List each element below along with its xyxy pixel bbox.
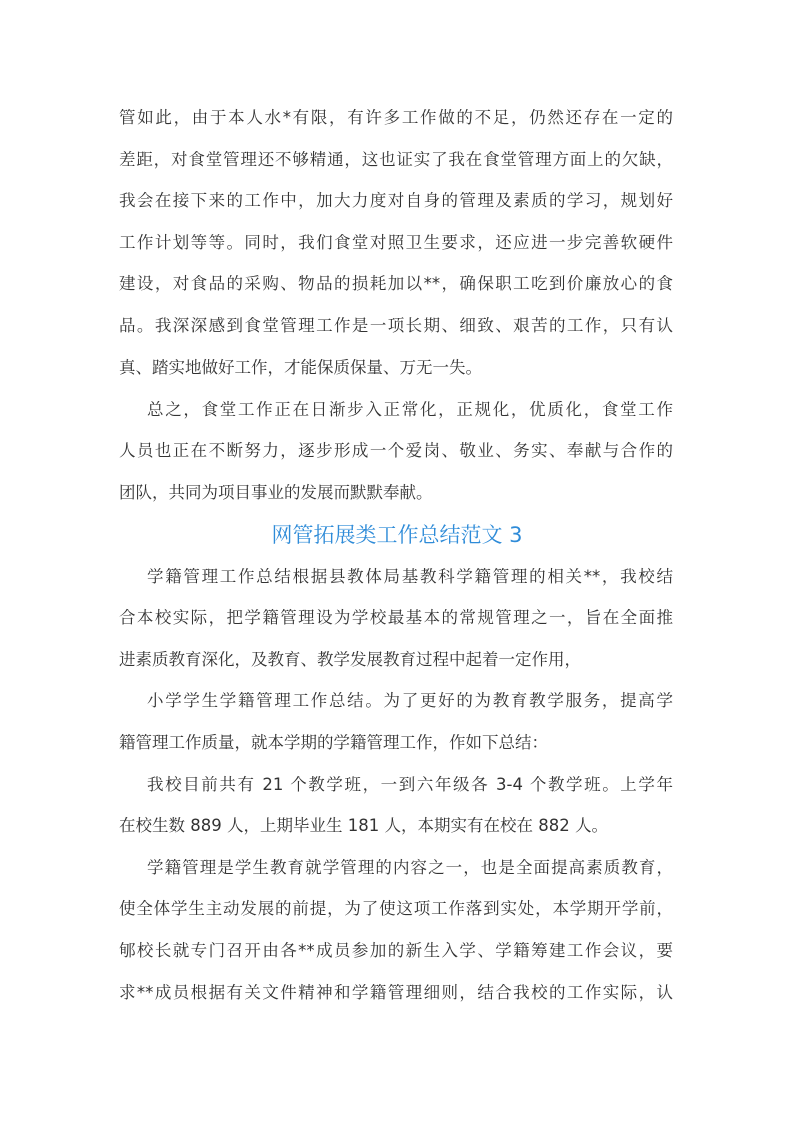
paragraph-1-line-6: 品。我深深感到食堂管理工作是一项长期、细致、艰苦的工作，只有认 [119,316,673,335]
section-paragraph-4-line-4: 求**成员根据有关文件精神和学籍管理细则，结合我校的工作实际，认 [119,983,673,1002]
paragraph-1-line-3: 我会在接下来的工作中，加大力度对自身的管理及素质的学习，规划好 [119,191,673,210]
paragraph-1-line-5: 建设，对食品的采购、物品的损耗加以**，确保职工吃到价廉放心的食 [119,274,673,293]
section-paragraph-1-line-3: 进素质教育深化，及教育、教学发展教育过程中起着一定作用， [119,650,581,669]
section-paragraph-1-line-2: 合本校实际，把学籍管理设为学校最基本的常规管理之一，旨在全面推 [119,608,673,627]
paragraph-2-line-1: 总之，食堂工作正在日渐步入正常化，正规化，优质化，食堂工作 [147,400,673,419]
paragraph-1-line-7: 真、踏实地做好工作，才能保质保量、万无一失。 [119,358,482,377]
section-paragraph-3-line-2: 在校生数 889 人，上期毕业生 181 人，本期实有在校在 882 人。 [119,816,608,835]
section-paragraph-2-line-1: 小学学生学籍管理工作总结。为了更好的为教育教学服务，提高学 [147,691,673,710]
paragraph-2-line-2: 人员也正在不断努力，逐步形成一个爱岗、敬业、务实、奉献与合作的 [119,441,673,460]
paragraph-2-line-3: 团队，共同为项目事业的发展而默默奉献。 [119,483,433,502]
section-paragraph-2-line-2: 籍管理工作质量，就本学期的学籍管理工作，作如下总结： [119,733,548,752]
section-paragraph-1-line-1: 学籍管理工作总结根据县教体局基教科学籍管理的相关**，我校结 [147,567,673,586]
section-paragraph-3-line-1: 我校目前共有 21 个教学班，一到六年级各 3-4 个教学班。上学年 [147,775,673,794]
paragraph-1-line-4: 工作计划等等。同时，我们食堂对照卫生要求，还应进一步完善软硬件 [119,233,673,252]
section-paragraph-4-line-2: 使全体学生主动发展的前提，为了使这项工作落到实处，本学期开学前， [119,899,673,918]
paragraph-1-line-2: 差距，对食堂管理还不够精通，这也证实了我在食堂管理方面上的欠缺， [119,150,673,169]
paragraph-1-line-1: 管如此，由于本人水*有限，有许多工作做的不足，仍然还存在一定的 [119,108,673,127]
section-paragraph-4-line-3: 郇校长就专门召开由各**成员参加的新生入学、学籍筹建工作会议，要 [119,941,673,960]
section-paragraph-4-line-1: 学籍管理是学生教育就学管理的内容之一，也是全面提高素质教育， [147,858,673,877]
section-heading: 网管拓展类工作总结范文 3 [271,523,523,547]
